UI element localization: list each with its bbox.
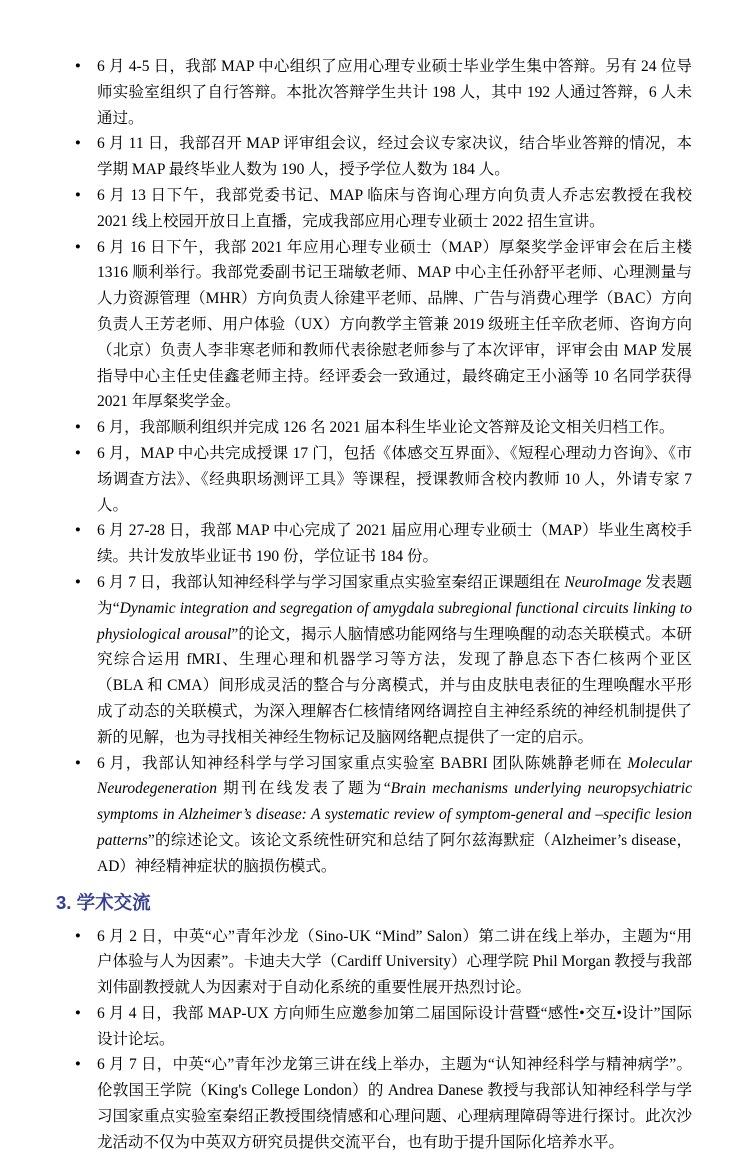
list-item [64, 570, 692, 751]
list-item-text: 6 月 7 日，中英“心”青年沙龙第三讲在线上举办，主题为“认知神经科学与精神病学”。伦敦国王学院（King's College London）的 Andrea Danese 教授与我部认知神经科学与学习国家重点实验室秦绍正教授围绕情感和心理问题、心理病理障碍等进行探讨。此次沙龙活动不仅为中英双方研究员提供交流平台，也有助于提升国际化培养水平。 [97, 1056, 692, 1151]
bullet-icon: ● [75, 525, 81, 536]
list-item [64, 131, 692, 183]
bullet-icon: ● [75, 447, 81, 458]
list-item [64, 235, 692, 416]
list-item-text: 6 月 13 日下午，我部党委书记、MAP 临床与咨询心理方向负责人乔志宏教授在我校 2021 线上校园开放日上直播，完成我部应用心理专业硕士 2022 招生宣讲。 [97, 186, 692, 230]
list-item [64, 518, 692, 570]
bullet-icon: ● [75, 1007, 81, 1018]
list-item [64, 1052, 692, 1155]
list-item-text: 6 月，我部认知神经科学与学习国家重点实验室 BABRI 团队陈姚静老师在 Molecular Neurodegeneration 期刊在线发表了题为“Brain mechanisms underlying neuropsychiatric symptoms in Alzheimer’s disease: A systematic review of symptom-general and –specific lesion patterns”的综述论文。该论文系统性研究和总结了阿尔兹海默症（Alzheimer’s disease，AD）神经精神症状的脑损伤模式。 [97, 754, 692, 875]
bullet-list-academic-exchange [64, 924, 692, 1156]
bullet-icon: ● [75, 576, 81, 587]
list-item-text: 6 月 4 日，我部 MAP-UX 方向师生应邀参加第二届国际设计营暨“感性•交互•设计”国际设计论坛。 [97, 1004, 692, 1048]
list-item-text: 6 月 11 日，我部召开 MAP 评审组会议，经过会议专家决议，结合毕业答辩的情况，本学期 MAP 最终毕业人数为 190 人，授予学位人数为 184 人。 [97, 135, 692, 179]
list-item [64, 441, 692, 518]
list-item [64, 924, 692, 1001]
list-item-text: 6 月 16 日下午，我部 2021 年应用心理专业硕士（MAP）厚粲奖学金评审会在后主楼 1316 顺利举行。我部党委副书记王瑞敏老师、MAP 中心主任孙舒平老师、心理测量与人力资源管理（MHR）方向负责人徐建平老师、品牌、广告与消费心理学（BAC）方向负责人王芳老师、用户体验（UX）方向教学主管兼 2019 级班主任辛欣老师、咨询方向（北京）负责人李非寒老师和教师代表徐慰老师参与了本次评审，评审会由 MAP 发展指导中心主任史佳鑫老师主持。经评委会一致通过，最终确定王小涵等 10 名同学获得 2021 年厚粲奖学金。 [97, 238, 692, 411]
list-item-text: 6 月 7 日，我部认知神经科学与学习国家重点实验室秦绍正课题组在 NeuroImage 发表题为“Dynamic integration and segregation of amygdala subregional functional circuits linking to physiological arousal”的论文，揭示人脑情感功能网络与生理唤醒的动态关联模式。本研究综合运用 fMRI、生理心理和机器学习等方法，发现了静息态下杏仁核两个亚区（BLA 和 CMA）间形成灵活的整合与分离模式，并与由皮肤电表征的生理唤醒水平形成了动态的关联模式，为深入理解杏仁核情绪网络调控自主神经系统的神经机制提供了新的见解，也为寻找相关神经生物标记及脑网络靶点提供了一定的启示。 [97, 573, 693, 746]
list-item-text: 6 月，我部顺利组织并完成 126 名 2021 届本科生毕业论文答辩及论文相关归档工作。 [97, 419, 675, 437]
list-item [64, 54, 692, 131]
list-item-text: 6 月，MAP 中心共完成授课 17 门，包括《体感交互界面》、《短程心理动力咨询》、《市场调查方法》、《经典职场测评工具》等课程，授课教师含校内教师 10 人，外请专家 7 人。 [97, 444, 692, 514]
list-item-text: 6 月 4-5 日，我部 MAP 中心组织了应用心理专业硕士毕业学生集中答辩。另有 24 位导师实验室组织了自行答辩。本批次答辩学生共计 198 人，其中 192 人通过答辩，6 人未通过。 [97, 58, 692, 127]
bullet-icon: ● [75, 1059, 81, 1070]
bullet-icon: ● [75, 757, 81, 768]
bullet-list-monthly-work [64, 54, 692, 880]
bullet-icon: ● [75, 61, 81, 71]
bullet-icon: ● [75, 138, 81, 149]
bullet-icon: ● [75, 422, 81, 433]
bullet-icon: ● [75, 930, 81, 941]
section-heading-academic-exchange: 3. 学术交流 [56, 891, 151, 913]
list-item-text: 6 月 2 日，中英“心”青年沙龙（Sino-UK “Mind” Salon）第二讲在线上举办，主题为“用户体验与人为因素”。卡迪夫大学（Cardiff University）心理学院 Phil Morgan 教授与我部刘伟副教授就人为因素对于自动化系统的重要性展开热烈讨论。 [97, 927, 692, 997]
list-item [64, 183, 692, 235]
bullet-icon: ● [75, 189, 81, 200]
bullet-icon: ● [75, 241, 81, 252]
list-item [64, 415, 692, 441]
list-item [64, 751, 692, 880]
list-item-text: 6 月 27-28 日，我部 MAP 中心完成了 2021 届应用心理专业硕士（MAP）毕业生离校手续。共计发放毕业证书 190 份，学位证书 184 份。 [97, 522, 692, 566]
list-item [64, 1001, 692, 1053]
